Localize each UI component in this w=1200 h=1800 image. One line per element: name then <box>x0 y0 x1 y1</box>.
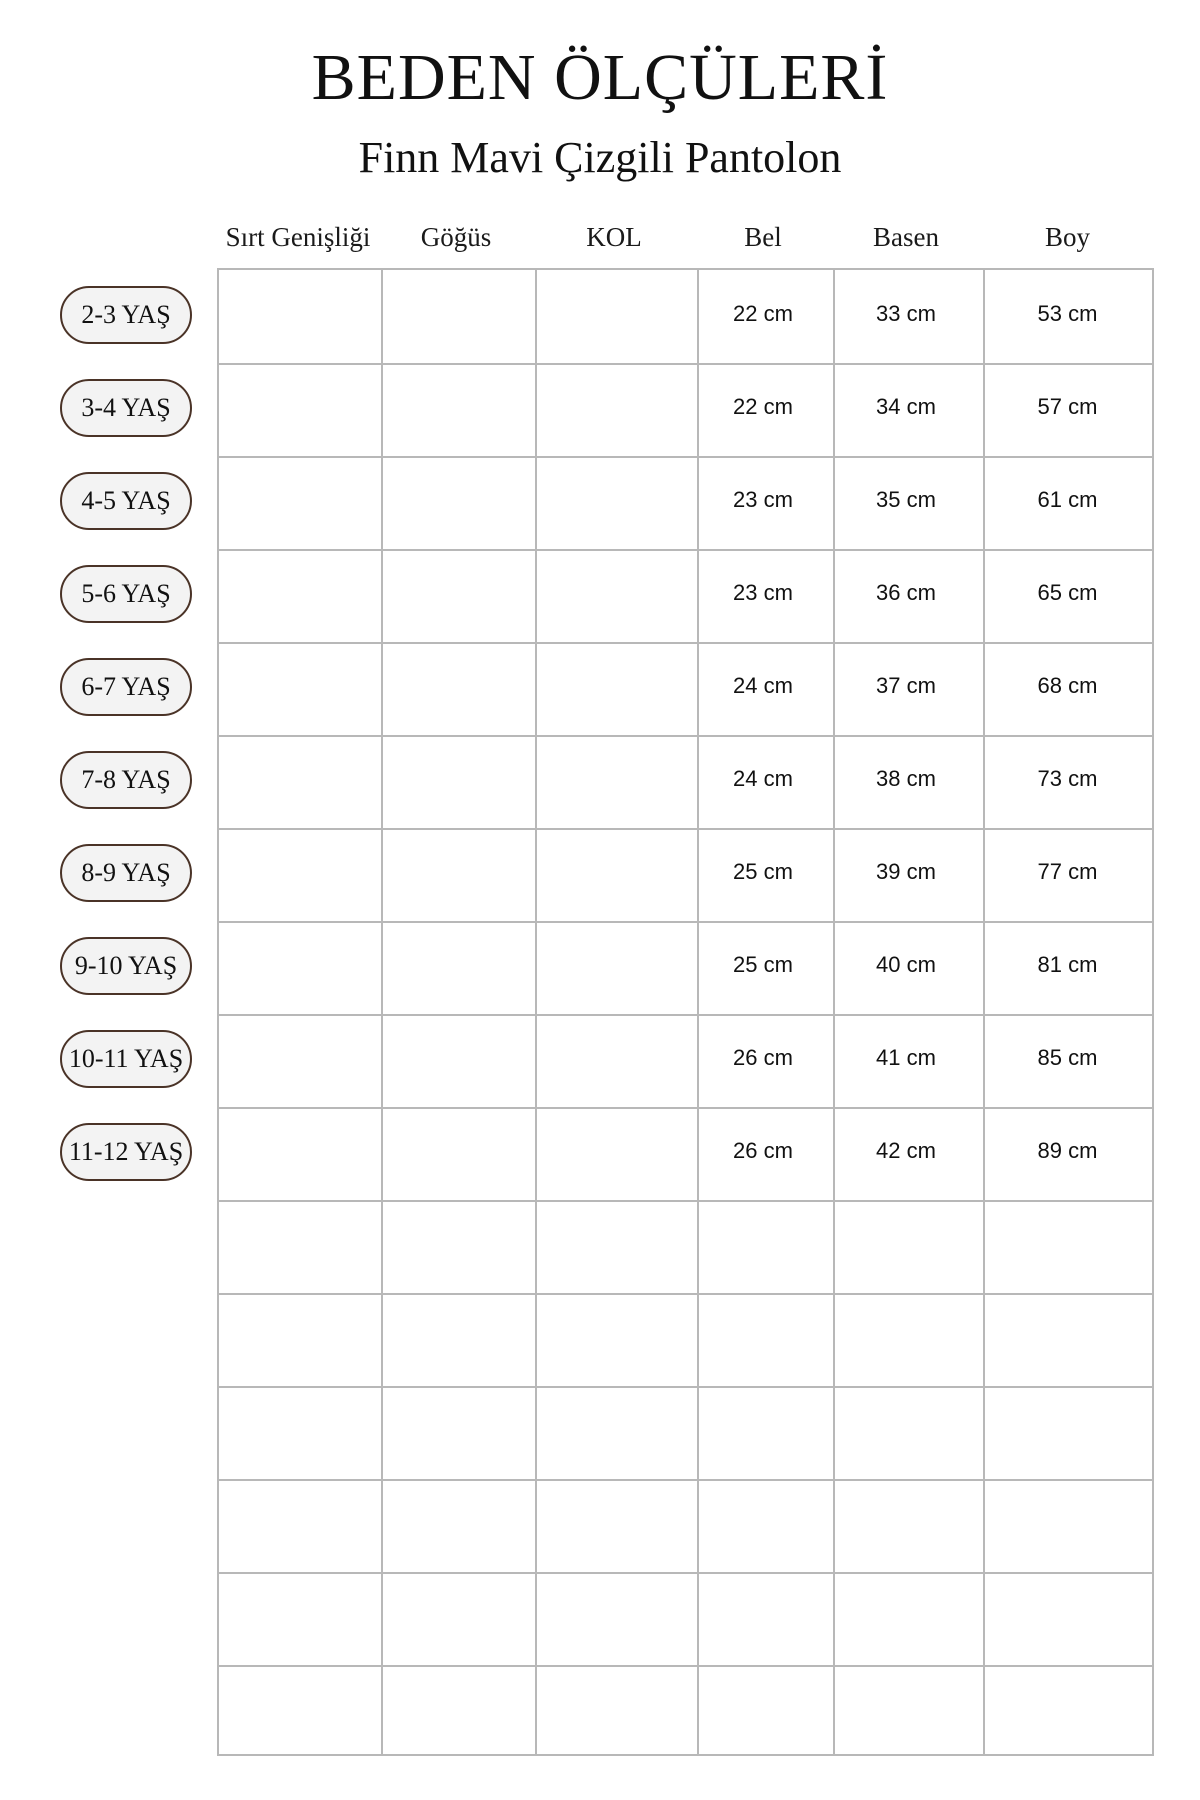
table-cell: 42 cm <box>876 1137 936 1163</box>
age-label: 4-5 YAŞ <box>60 472 192 530</box>
grid-row-line <box>219 1665 1152 1667</box>
table-cell: 22 cm <box>733 393 793 419</box>
grid-column-line <box>381 270 383 1754</box>
table-cell: 37 cm <box>876 672 936 698</box>
table-cell: 38 cm <box>876 765 936 791</box>
table-cell: 77 cm <box>1037 858 1098 884</box>
age-label: 7-8 YAŞ <box>60 751 192 809</box>
grid-row-line <box>219 1107 1152 1109</box>
table-cell: 23 cm <box>733 579 793 605</box>
table-cell: 61 cm <box>1037 486 1098 512</box>
table-cell: 25 cm <box>733 858 793 884</box>
grid-row-line <box>219 735 1152 737</box>
grid-row-line <box>219 363 1152 365</box>
grid-row-line <box>219 456 1152 458</box>
table-cell: 73 cm <box>1037 765 1098 791</box>
table-cell: 24 cm <box>733 765 793 791</box>
table-cell: 81 cm <box>1037 951 1098 977</box>
age-label: 6-7 YAŞ <box>60 658 192 716</box>
grid-row-line <box>219 642 1152 644</box>
table-cell: 39 cm <box>876 858 936 884</box>
grid-row-line <box>219 1014 1152 1016</box>
age-label: 3-4 YAŞ <box>60 379 192 437</box>
column-header: Basen <box>873 222 939 252</box>
table-cell: 89 cm <box>1037 1137 1098 1163</box>
table-cell: 41 cm <box>876 1044 936 1070</box>
table-cell: 36 cm <box>876 579 936 605</box>
table-cell: 33 cm <box>876 300 936 326</box>
table-cell: 68 cm <box>1037 672 1098 698</box>
age-label: 2-3 YAŞ <box>60 286 192 344</box>
table-cell: 57 cm <box>1037 393 1098 419</box>
table-cell: 23 cm <box>733 486 793 512</box>
table-cell: 35 cm <box>876 486 936 512</box>
age-label: 5-6 YAŞ <box>60 565 192 623</box>
age-label: 11-12 YAŞ <box>60 1123 192 1181</box>
age-label: 8-9 YAŞ <box>60 844 192 902</box>
grid-row-line <box>219 1200 1152 1202</box>
page-title: BEDEN ÖLÇÜLERİ <box>311 41 889 114</box>
table-cell: 25 cm <box>733 951 793 977</box>
column-header: Göğüs <box>420 222 492 252</box>
grid-row-line <box>219 1293 1152 1295</box>
table-cell: 40 cm <box>876 951 936 977</box>
table-cell: 24 cm <box>733 672 793 698</box>
grid-column-line <box>535 270 537 1754</box>
product-subtitle: Finn Mavi Çizgili Pantolon <box>358 133 842 182</box>
table-cell: 26 cm <box>733 1137 793 1163</box>
table-cell: 34 cm <box>876 393 936 419</box>
grid-row-line <box>219 921 1152 923</box>
age-label: 9-10 YAŞ <box>60 937 192 995</box>
table-cell: 53 cm <box>1037 300 1098 326</box>
grid-row-line <box>219 549 1152 551</box>
age-label: 10-11 YAŞ <box>60 1030 192 1088</box>
table-cell: 85 cm <box>1037 1044 1098 1070</box>
column-header: Bel <box>744 222 782 252</box>
column-header: Sırt Genişliği <box>225 222 371 252</box>
table-cell: 22 cm <box>733 300 793 326</box>
grid-row-line <box>219 1479 1152 1481</box>
grid-row-line <box>219 1572 1152 1574</box>
grid-row-line <box>219 828 1152 830</box>
column-header: KOL <box>586 222 642 252</box>
table-cell: 65 cm <box>1037 579 1098 605</box>
grid-row-line <box>219 1386 1152 1388</box>
column-header: Boy <box>1044 222 1090 252</box>
table-cell: 26 cm <box>733 1044 793 1070</box>
